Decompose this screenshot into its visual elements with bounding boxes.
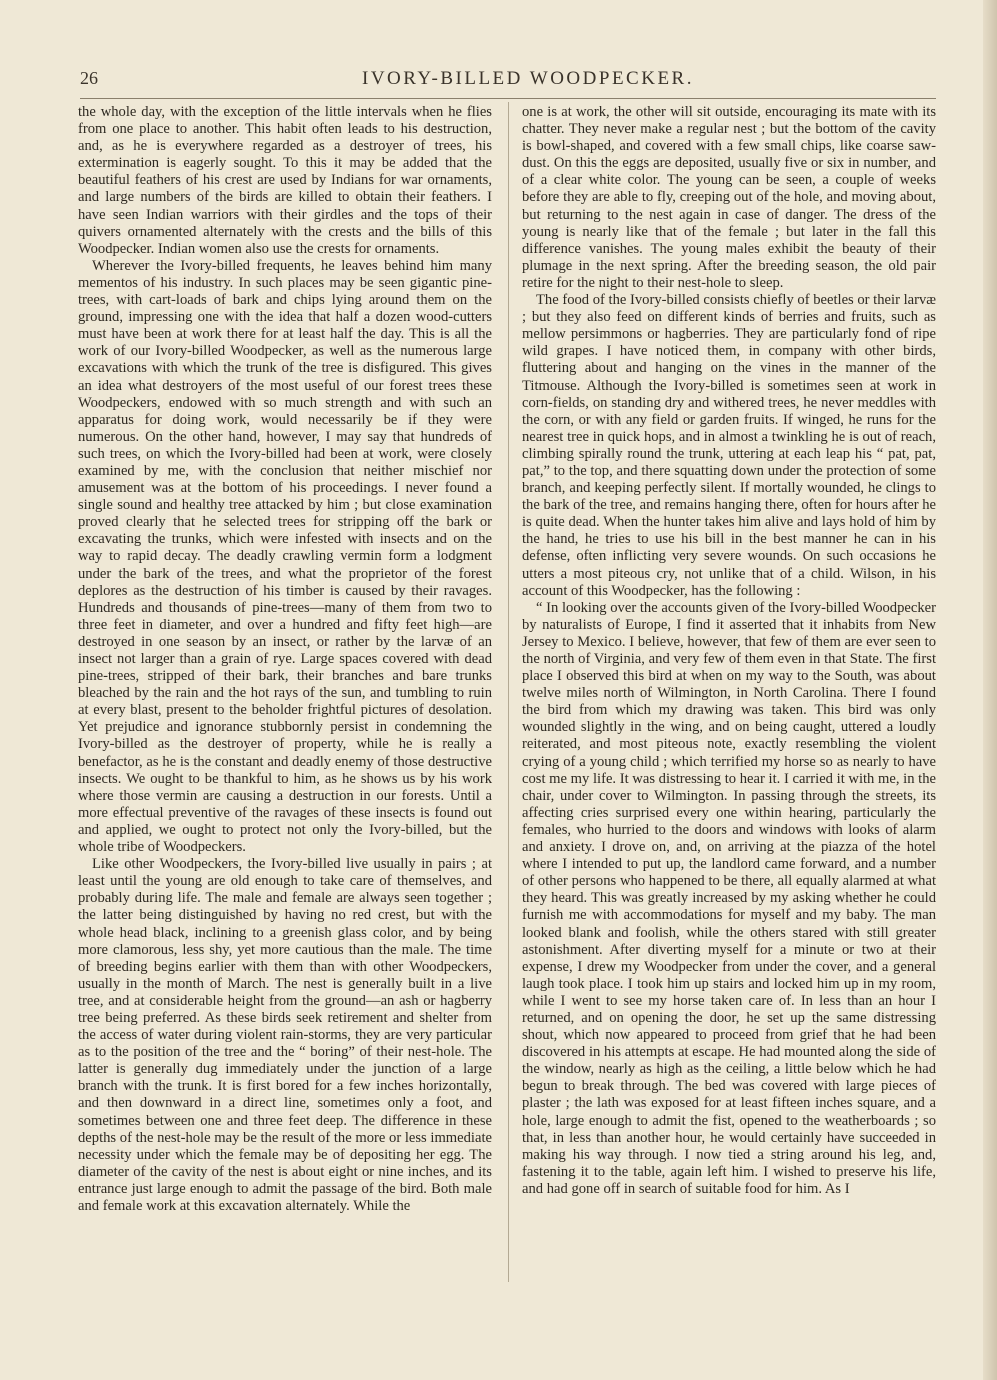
header-rule: [80, 98, 936, 99]
page-header: [80, 62, 936, 92]
page-edge-shadow: [983, 0, 997, 1380]
page-number: 26: [80, 68, 98, 88]
paragraph: The food of the Ivory-billed consists chiefly of beetles or their larvæ ; but they also feed on different kinds of berries and fruits, such as mellow persimmons or hagberries. They are particularly fond of ripe wild grapes. I have noticed them, in company with other birds, fluttering about and hanging on the vines in the manner of the Titmouse. Although the Ivory-billed is sometimes seen at work in corn-fields, on standing dry and withered trees, he never meddles with the corn, or with any field or garden fruits. If winged, he runs for the nearest tree in quick hops, and in almost a twinkling he is out of reach, climbing spirally round the trunk, uttering at each leap his “ pat, pat, pat,” to the top, and there squatting down under the protection of some branch, and keeping perfectly silent. If mortally wounded, he clings to the bark of the tree, and remains hanging there, often for hours after he is quite dead. When the hunter takes him alive and lays hold of him by the hand, he tries to use his bill in the best manner he can in his defense, often inflicting very severe wounds. On such occasions he utters a most piteous cry, not unlike that of a child. Wilson, in his account of this Woodpecker, has the following :: [522, 292, 936, 599]
paragraph: one is at work, the other will sit outside, encouraging its mate with its chatter. They never make a regular nest ; but the bottom of the cavity is bowl-shaped, and covered with a few small chips, like coarse saw-dust. On this the eggs are deposited, usually five or six in number, and of a clear white color. The young can be seen, a couple of weeks before they are able to fly, creeping out of the hole, and moving about, but returning to the nest again in case of danger. The dress of the young is nearly like that of the female ; but later in the fall this difference vanishes. The young males exhibit the beauty of their plumage in the next spring. After the breeding season, the old pair retire for the night to their nest-hole to sleep.: [522, 104, 936, 291]
paragraph: the whole day, with the exception of the little intervals when he flies from one place to another. This habit often leads to his destruction, and, as he is everywhere regarded as a destroyer of trees, his extermination is eagerly sought. To this it may be added that the beautiful feathers of his crest are used by Indians for war ornaments, and large numbers of the birds are killed to obtain their feathers. I have seen Indian warriors with their girdles and the tops of their quivers ornamented alternately with the crests and the bills of this Woodpecker. Indian women also use the crests for ornaments.: [78, 104, 492, 257]
left-column: [78, 104, 492, 1215]
column-divider: [508, 102, 509, 1282]
running-title: IVORY-BILLED WOODPECKER.: [362, 68, 694, 89]
paragraph: Wherever the Ivory-billed frequents, he leaves behind him many mementos of his industry. In such places may be seen gigantic pine-trees, with cart-loads of bark and chips lying around them on the ground, impressing one with the idea that half a dozen wood-cutters must have been at work there for at least half the day. This is all the work of our Ivory-billed Woodpecker, as well as the numerous large excavations with which the trunk of the tree is disfigured. This gives an idea what destroyers of the most useful of our forest trees these Woodpeckers, endowed with so much strength and with such an apparatus for doing work, would necessarily be if they were numerous. On the other hand, however, I may say that hundreds of such trees, on which the Ivory-billed had been at work, were closely examined by me, with the conclusion that neither mischief nor amusement was at the bottom of his proceedings. I never found a single sound and healthy tree attacked by him ; but close examination proved clearly that he selected trees for stripping off the bark or excavating the trunks, which were infested with insects and on the way to rapid decay. The deadly crawling vermin form a lodgment under the bark of the trees, and what the proprietor of the forest deplores as the destruction of his timber is caused by their ravages. Hundreds and thousands of pine-trees—many of them from two to three feet in diameter, and over a hundred and fifty feet high—are destroyed in one season by an insect, or rather by the larvæ of an insect not larger than a grain of rye. Large spaces covered with dead pine-trees, stripped of their bark, their branches and bare trunks bleached by the rain and the hot rays of the sun, and tumbling to ruin at every blast, present to the beholder frightful pictures of desolation. Yet prejudice and ignorance stubbornly persist in condemning the Ivory-billed as the destroyer of property, while he is really a benefactor, as he is the constant and deadly enemy of those destructive insects. We ought to be thankful to him, as he shows us by his work where those vermin are causing a destruction in our forests. Until a more effectual preventive of the ravages of these insects is found out and applied, we ought to protect not only the Ivory-billed, but the whole tribe of Woodpeckers.: [78, 257, 492, 856]
paragraph: Like other Woodpeckers, the Ivory-billed live usually in pairs ; at least until the young are old enough to take care of themselves, and probably during life. The male and female are always seen together ; the latter being distinguished by having no red crest, but with the whole head black, inclining to a greenish glass color, and by being more clamorous, less shy, yet more cautious than the male. The time of breeding begins earlier with them than with other Woodpeckers, usually in the month of March. The nest is generally built in a live tree, and at considerable height from the ground—an ash or hagberry tree being preferred. As these birds seek retirement and shelter from the access of water during violent rain-storms, they are very particular as to the position of the tree and the “ boring” of their nest-hole. The latter is generally dug immediately under the junction of a large branch with the trunk. It is first bored for a few inches horizontally, and then downward in a direct line, sometimes only a foot, and sometimes between one and three feet deep. The difference in these depths of the nest-hole may be the result of the more or less immediate necessity under which the female may be of depositing her egg. The diameter of the cavity of the nest is about eight or nine inches, and its entrance just large enough to admit the passage of the bird. Both male and female work at this excavation alternately. While the: [78, 856, 492, 1214]
right-column: [522, 104, 936, 1198]
paragraph: “ In looking over the accounts given of the Ivory-billed Woodpecker by naturalists of Europe, I find it asserted that it inhabits from New Jersey to Mexico. I believe, however, that few of them are ever seen to the north of Virginia, and very few of them even in that State. The first place I observed this bird at when on my way to the South, was about twelve miles north of Wilmington, in North Carolina. There I found the bird from which my drawing was taken. This bird was only wounded slightly in the wing, and on being caught, uttered a loudly reiterated, and most piteous note, exactly resembling the violent crying of a young child ; which terrified my horse so as nearly to have cost me my life. It was distressing to hear it. I carried it with me, in the chair, under cover to Wilmington. In passing through the streets, its affecting cries surprised every one within hearing, particularly the females, who hurried to the doors and windows with looks of alarm and anxiety. I drove on, and, on arriving at the piazza of the hotel where I intended to put up, the landlord came forward, and a number of other persons who happened to be there, all equally alarmed at what they heard. This was greatly increased by my asking whether he could furnish me with accommodations for myself and my baby. The man looked blank and foolish, while the others stared with still greater astonishment. After diverting myself for a minute or two at their expense, I drew my Woodpecker from under the cover, and a general laugh took place. I took him up stairs and locked him up in my room, while I went to see my horse taken care of. In less than an hour I returned, and on opening the door, he set up the same distressing shout, which now appeared to proceed from grief that he had been discovered in his attempts at escape. He had mounted along the side of the window, nearly as high as the ceiling, a little below which he had begun to break through. The bed was covered with large pieces of plaster ; the lath was exposed for at least fifteen inches square, and a hole, large enough to admit the fist, opened to the weatherboards ; so that, in less than another hour, he would certainly have succeeded in making his way through. I now tied a string around his leg, and, fastening it to the table, again left him. I wished to preserve his life, and had gone off in search of suitable food for him. As I: [522, 599, 936, 1197]
